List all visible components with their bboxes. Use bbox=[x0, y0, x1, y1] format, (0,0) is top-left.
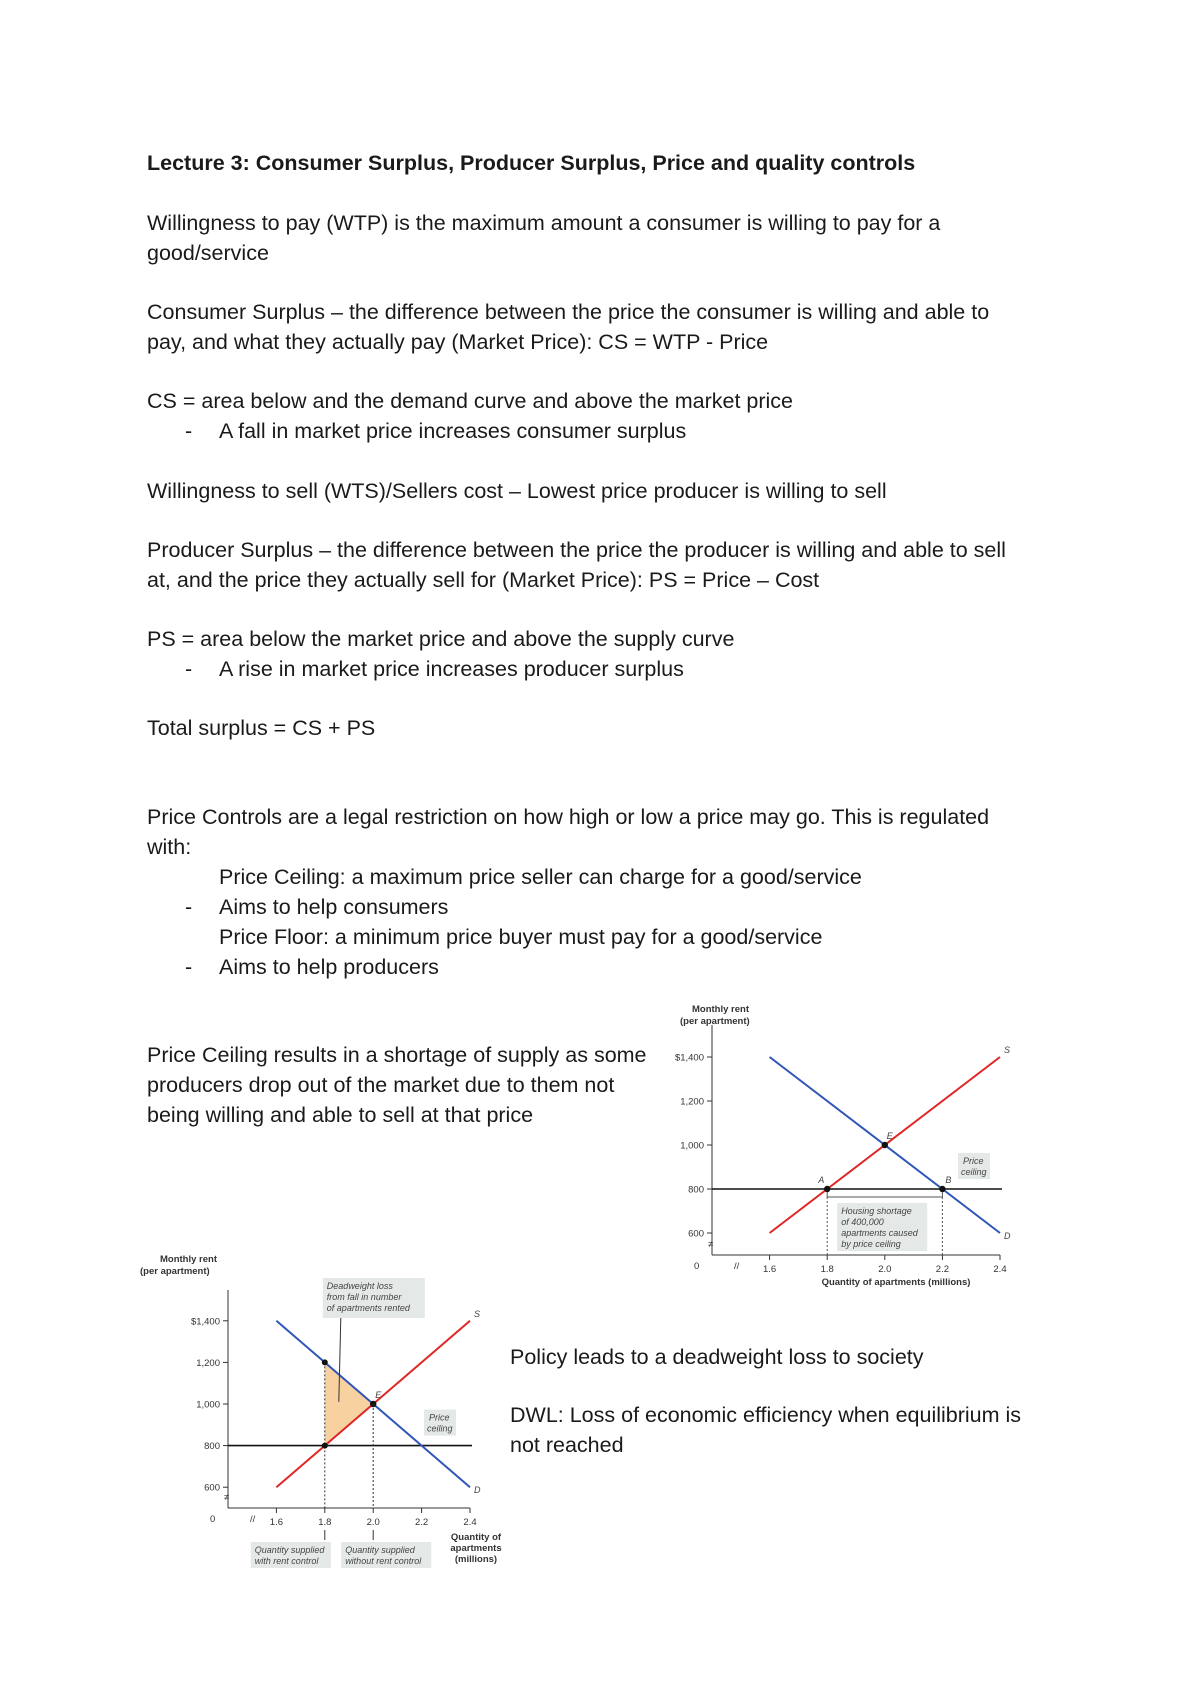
shortage-text-line3: being willing and able to sell at that price bbox=[147, 1103, 534, 1127]
x-axis-label-line3: (millions) bbox=[454, 1554, 498, 1565]
bullet-dash: - bbox=[185, 657, 193, 681]
x-axis-label-line1: Quantity of bbox=[450, 1532, 502, 1543]
x-tick-label: 1.6 bbox=[269, 1517, 284, 1528]
price-controls-line2: with: bbox=[147, 835, 192, 859]
point-E bbox=[882, 1142, 888, 1148]
origin-label: 0 bbox=[210, 1514, 216, 1525]
x-tick-label: 2.4 bbox=[993, 1264, 1007, 1275]
x-tick-label: 1.8 bbox=[318, 1517, 332, 1528]
qty-with-line1: Quantity supplied bbox=[254, 1545, 325, 1555]
wtp-definition-line2: good/service bbox=[147, 241, 269, 265]
dwl-policy-text: Policy leads to a deadweight loss to society bbox=[510, 1345, 924, 1369]
x-axis-break: // bbox=[250, 1514, 256, 1525]
point-1200 bbox=[322, 1359, 328, 1365]
point-label-E: E bbox=[886, 1131, 893, 1141]
ps-definition-line1: Producer Surplus – the difference between the price the producer is willing and able to sell bbox=[147, 538, 1006, 562]
shortage-annotation-text: apartments caused bbox=[841, 1228, 918, 1238]
ps-area-text: PS = area below the market price and above the supply curve bbox=[147, 627, 735, 651]
ceiling-label-line1: Price bbox=[429, 1412, 450, 1423]
bullet-dash: - bbox=[185, 419, 193, 443]
y-axis-break: ≠ bbox=[224, 1492, 230, 1503]
x-tick-label: 2.2 bbox=[935, 1264, 950, 1275]
deadweight-loss-triangle bbox=[325, 1362, 373, 1445]
qty-without-line2: without rent control bbox=[345, 1556, 422, 1566]
supply-label: S bbox=[474, 1308, 481, 1319]
supply-label: S bbox=[1004, 1045, 1011, 1055]
wts-definition: Willingness to sell (WTS)/Sellers cost – Lowest price producer is willing to sell bbox=[147, 479, 887, 503]
x-tick-label: 2.0 bbox=[878, 1264, 892, 1275]
cs-definition-line1: Consumer Surplus – the difference between the price the consumer is willing and able to bbox=[147, 300, 990, 324]
shortage-annotation-text: by price ceiling bbox=[841, 1239, 901, 1249]
x-tick-label: 2.4 bbox=[463, 1517, 477, 1528]
shortage-bracket bbox=[827, 1192, 942, 1197]
price-floor-def: Price Floor: a minimum price buyer must pay for a good/service bbox=[219, 925, 823, 949]
ceiling-label-line2: ceiling bbox=[961, 1167, 987, 1177]
qty-with-line2: with rent control bbox=[254, 1556, 319, 1566]
point-label-B: B bbox=[945, 1175, 952, 1185]
deadweight-loss-chart bbox=[130, 1250, 510, 1570]
price-ceiling-shortage-chart bbox=[670, 1000, 1030, 1290]
y-tick-label: 1,200 bbox=[196, 1357, 220, 1369]
y-tick-label: 1,000 bbox=[196, 1399, 220, 1411]
bullet-dash: - bbox=[185, 955, 193, 979]
dwl-annotation-text: from fall in number bbox=[326, 1292, 402, 1302]
y-tick-label: 600 bbox=[688, 1228, 704, 1240]
y-tick-label: 800 bbox=[204, 1441, 220, 1453]
y-tick-label: $1,400 bbox=[190, 1316, 220, 1328]
y-tick-label: 800 bbox=[688, 1184, 704, 1196]
point-label-A: A bbox=[818, 1175, 825, 1185]
x-tick-label: 2.0 bbox=[366, 1517, 380, 1528]
dwl-annotation-text: of apartments rented bbox=[326, 1303, 410, 1313]
x-tick-label: 1.6 bbox=[762, 1264, 777, 1275]
ps-bullet: A rise in market price increases producer surplus bbox=[219, 657, 684, 681]
bullet-dash: - bbox=[185, 895, 193, 919]
wtp-definition-line1: Willingness to pay (WTP) is the maximum amount a consumer is willing to pay for a bbox=[147, 211, 941, 235]
price-ceiling-def: Price Ceiling: a maximum price seller can charge for a good/service bbox=[219, 865, 862, 889]
y-axis-label-line1: Monthly rent bbox=[160, 1254, 217, 1265]
price-ceiling-aim: Aims to help consumers bbox=[219, 895, 449, 919]
dwl-definition-line1: DWL: Loss of economic efficiency when equilibrium is bbox=[510, 1403, 1022, 1427]
x-tick-label: 2.2 bbox=[414, 1517, 429, 1528]
price-floor-aim: Aims to help producers bbox=[219, 955, 439, 979]
y-tick-label: $1,400 bbox=[674, 1052, 704, 1064]
y-tick-label: 1,200 bbox=[680, 1096, 704, 1108]
price-controls-line1: Price Controls are a legal restriction on how high or low a price may go. This is regulated bbox=[147, 805, 990, 829]
ps-definition-line2: at, and the price they actually sell for (Market Price): PS = Price – Cost bbox=[147, 568, 820, 592]
ceiling-label-line2: ceiling bbox=[427, 1423, 453, 1434]
y-axis-label-line1: Monthly rent bbox=[692, 1004, 749, 1015]
y-axis-label-line2: (per apartment) bbox=[680, 1016, 750, 1027]
x-axis-break: // bbox=[734, 1261, 740, 1272]
y-tick-label: 1,000 bbox=[680, 1140, 704, 1152]
point-800 bbox=[322, 1443, 328, 1449]
page-title: Lecture 3: Consumer Surplus, Producer Surplus, Price and quality controls bbox=[147, 151, 916, 175]
cs-area-text: CS = area below and the demand curve and above the market price bbox=[147, 389, 793, 413]
qty-without-line1: Quantity supplied bbox=[345, 1545, 415, 1555]
y-axis-break: ≠ bbox=[708, 1239, 714, 1250]
shortage-annotation-text: Housing shortage bbox=[841, 1206, 912, 1216]
cs-bullet: A fall in market price increases consumer surplus bbox=[219, 419, 687, 443]
demand-label: D bbox=[1004, 1231, 1011, 1241]
x-tick-label: 1.8 bbox=[820, 1264, 834, 1275]
y-axis-label-line2: (per apartment) bbox=[140, 1266, 210, 1277]
y-tick-label: 600 bbox=[204, 1482, 220, 1494]
ceiling-label-line1: Price bbox=[963, 1156, 984, 1166]
demand-label: D bbox=[474, 1485, 481, 1496]
dwl-annotation-text: Deadweight loss bbox=[326, 1281, 393, 1291]
shortage-annotation-text: of 400,000 bbox=[841, 1217, 884, 1227]
dwl-definition-line2: not reached bbox=[510, 1433, 624, 1457]
x-axis-label: Quantity of apartments (millions) bbox=[821, 1277, 971, 1288]
total-surplus: Total surplus = CS + PS bbox=[147, 716, 376, 740]
point-label-E: E bbox=[375, 1390, 382, 1400]
origin-label: 0 bbox=[694, 1261, 700, 1272]
shortage-text-line2: producers drop out of the market due to them not bbox=[147, 1073, 615, 1097]
point-A bbox=[824, 1186, 830, 1192]
x-axis-label-line2: apartments bbox=[450, 1543, 502, 1554]
point-B bbox=[939, 1186, 945, 1192]
shortage-text-line1: Price Ceiling results in a shortage of supply as some bbox=[147, 1043, 647, 1067]
cs-definition-line2: pay, and what they actually pay (Market Price): CS = WTP - Price bbox=[147, 330, 769, 354]
